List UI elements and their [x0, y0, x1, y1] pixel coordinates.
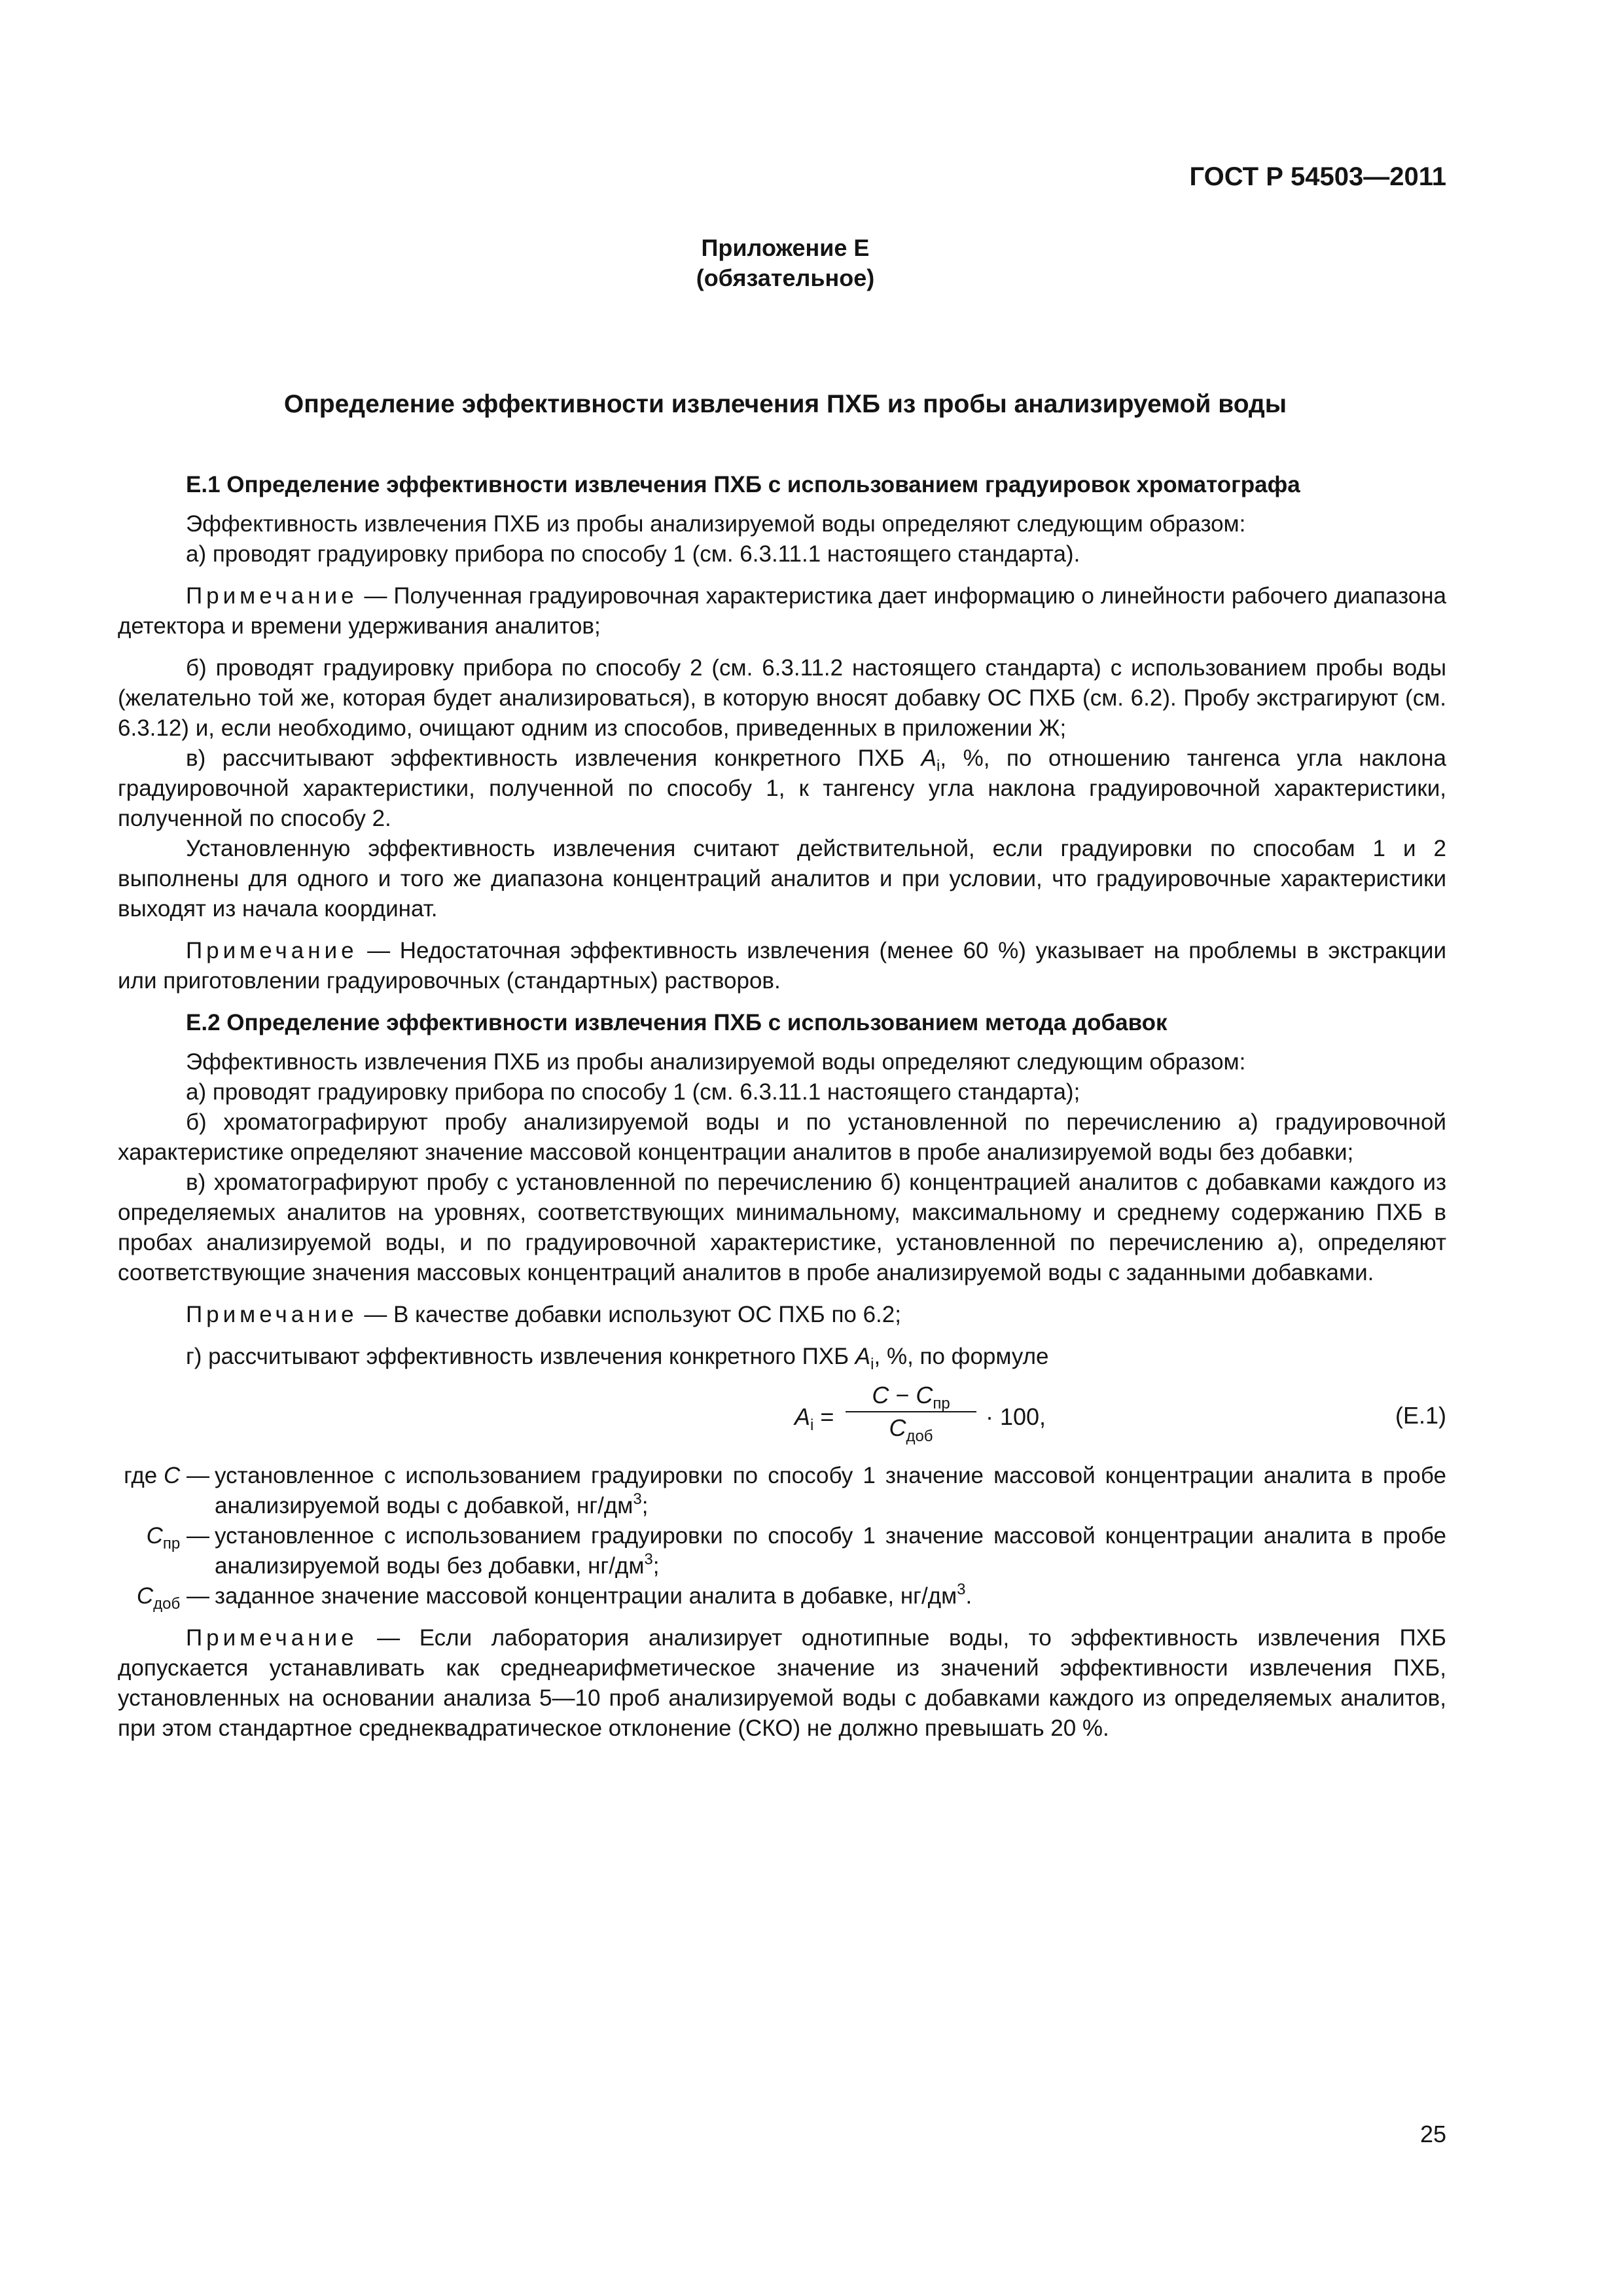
numerator: [846, 1381, 976, 1412]
paragraph: Эффективность извлечения ПХБ из пробы анализируемой воды определяют следующим образом:: [186, 511, 1246, 537]
variable: A: [794, 1403, 811, 1430]
page-number: 25: [1419, 2121, 1446, 2147]
text-run: г) рассчитывают эффективность извлечения конкретного ПХБ: [186, 1344, 855, 1369]
subscript: пр: [162, 1535, 181, 1552]
note: [118, 936, 1446, 996]
superscript: 3: [957, 1581, 966, 1598]
definition-list: [118, 1461, 1446, 1611]
variable: C: [146, 1523, 163, 1549]
subscript: i: [936, 757, 940, 775]
list-item-v: в) хроматографируют пробу с установленной по перечислению б) концентрацией аналитов с добавками каждого из определяемых аналитов на уровнях, соответствующих минимальному, максимальному и среднему содержанию ПХБ в пробах анализируемой воды, и по градуировочной характеристике, установленной по перечислению а), определяют соответствующие значения массовых концентраций аналитов в пробе анализируемой воды с заданными добавками.: [118, 1170, 1446, 1285]
superscript: 3: [633, 1490, 642, 1508]
formula-e1: [118, 1376, 1446, 1454]
text-run: ;: [641, 1493, 649, 1518]
page-title: Определение эффективности извлечения ПХБ из пробы анализируемой воды: [283, 390, 1287, 418]
text-run: установленное с использованием градуировки по способу 1 значение массовой концентрации аналита в пробе анализируемой воды без добавки, нг/дм: [215, 1523, 1446, 1579]
variable: C: [916, 1382, 933, 1408]
operator: −: [889, 1382, 916, 1408]
dash: —: [180, 1463, 209, 1488]
formula-lhs: [794, 1403, 834, 1434]
text-run: где: [124, 1463, 164, 1488]
note-text: — В качестве добавки используют ОС ПХБ по 6.2;: [357, 1302, 901, 1327]
variable: C: [136, 1583, 154, 1609]
definition-term: [118, 1521, 215, 1551]
note-label: Примечание: [186, 583, 358, 609]
list-item-a: а) проводят градуировку прибора по способу 1 (см. 6.3.11.1 настоящего стандарта).: [186, 541, 1080, 567]
definition-item: [118, 1461, 1446, 1521]
dash: —: [180, 1523, 209, 1549]
subscript: i: [810, 1416, 814, 1434]
note: [118, 1623, 1446, 1744]
variable: C: [163, 1463, 181, 1488]
text-run: , %, по формуле: [874, 1344, 1049, 1369]
list-item-g: [118, 1342, 1446, 1372]
list-item-b: б) проводят градуировку прибора по способу 2 (см. 6.3.11.2 настоящего стандарта) с использованием пробы воды (желательно той же, которая будет анализироваться), в которую вносят добавку ОС ПХБ (см. 6.2). Пробу экстрагируют (см. 6.3.12) и, если необходимо, очищают одним из способов, приведенных в приложении Ж;: [118, 655, 1446, 741]
formula-number: (Е.1): [1395, 1402, 1446, 1429]
document-id: ГОСТ Р 54503—2011: [1189, 162, 1446, 191]
superscript: 3: [644, 1551, 653, 1568]
text-run: ;: [652, 1553, 660, 1579]
subscript: пр: [933, 1395, 950, 1412]
note-text: — Полученная градуировочная характеристика дает информацию о линейности рабочего диапазона детектора и времени удерживания аналитов;: [118, 583, 1446, 639]
note-text: — Недостаточная эффективность извлечения (менее 60 %) указывает на проблемы в экстракции или приготовлении градуировочных (стандартных) растворов.: [118, 938, 1446, 994]
definition-text: [215, 1521, 1446, 1581]
note-label: Примечание: [186, 938, 358, 963]
annex-status: (обязательное): [696, 264, 875, 291]
list-item-v: [118, 744, 1446, 834]
definition-term: [118, 1581, 215, 1611]
subscript: доб: [153, 1595, 181, 1613]
note: [118, 581, 1446, 641]
list-item-b: б) хроматографируют пробу анализируемой воды и по установленной по перечислению а) градуировочной характеристике определяют значение массовой концентрации аналитов в пробе анализируемой воды без добавки;: [118, 1109, 1446, 1165]
note-label: Примечание: [186, 1302, 358, 1327]
annex-heading: [0, 233, 1571, 293]
denominator: [846, 1412, 976, 1443]
definition-item: [118, 1521, 1446, 1581]
fraction: [846, 1381, 976, 1443]
subscript: доб: [906, 1427, 933, 1445]
variable: C: [889, 1414, 906, 1441]
variable: A: [921, 745, 936, 771]
equals-sign: =: [813, 1403, 834, 1430]
definition-item: [118, 1581, 1446, 1611]
text-run: установленное с использованием градуировки по способу 1 значение массовой концентрации аналита в пробе анализируемой воды с добавкой, нг/дм: [215, 1463, 1446, 1518]
note-text: — Если лаборатория анализирует однотипные воды, то эффективность извлечения ПХБ допускается устанавливать как среднеарифметическое значение из значений эффективности извлечения ПХБ, установленных на основании анализа 5—10 проб анализируемой воды с добавками каждого из определяемых аналитов, при этом стандартное среднеквадратическое отклонение (СКО) не должно превышать 20 %.: [118, 1625, 1446, 1741]
list-item-a: а) проводят градуировку прибора по способу 1 (см. 6.3.11.1 настоящего стандарта);: [186, 1079, 1080, 1105]
text-run: .: [965, 1583, 972, 1609]
document-body: [118, 458, 1446, 1744]
formula-rhs: · 100,: [986, 1403, 1046, 1430]
definition-text: [215, 1461, 1446, 1521]
annex-title: Приложение Е: [701, 234, 870, 261]
section-heading-e2: Е.2 Определение эффективности извлечения ПХБ с использованием метода добавок: [186, 1010, 1168, 1035]
text-run: в) рассчитывают эффективность извлечения конкретного ПХБ: [186, 745, 921, 771]
variable: A: [855, 1344, 871, 1369]
text-run: заданное значение массовой концентрации аналита в добавке, нг/дм: [215, 1583, 957, 1609]
text-run: , %, по отношению тангенса угла наклона градуировочной характеристики, полученной по способу 1, к тангенсу угла наклона градуировочной характеристики, полученной по способу 2.: [118, 745, 1446, 831]
definition-term: [118, 1461, 215, 1491]
dash: —: [180, 1583, 209, 1609]
note-label: Примечание: [186, 1625, 358, 1651]
paragraph: Эффективность извлечения ПХБ из пробы анализируемой воды определяют следующим образом:: [186, 1049, 1246, 1075]
section-heading-e1: Е.1 Определение эффективности извлечения ПХБ с использованием градуировок хроматографа: [186, 472, 1300, 497]
variable: C: [872, 1382, 889, 1408]
note: [118, 1300, 1446, 1330]
definition-text: [215, 1581, 1446, 1611]
subscript: i: [870, 1355, 874, 1373]
paragraph: Установленную эффективность извлечения считают действительной, если градуировки по способам 1 и 2 выполнены для одного и того же диапазона концентраций аналитов и при условии, что градуировочные характеристики выходят из начала координат.: [118, 836, 1446, 922]
